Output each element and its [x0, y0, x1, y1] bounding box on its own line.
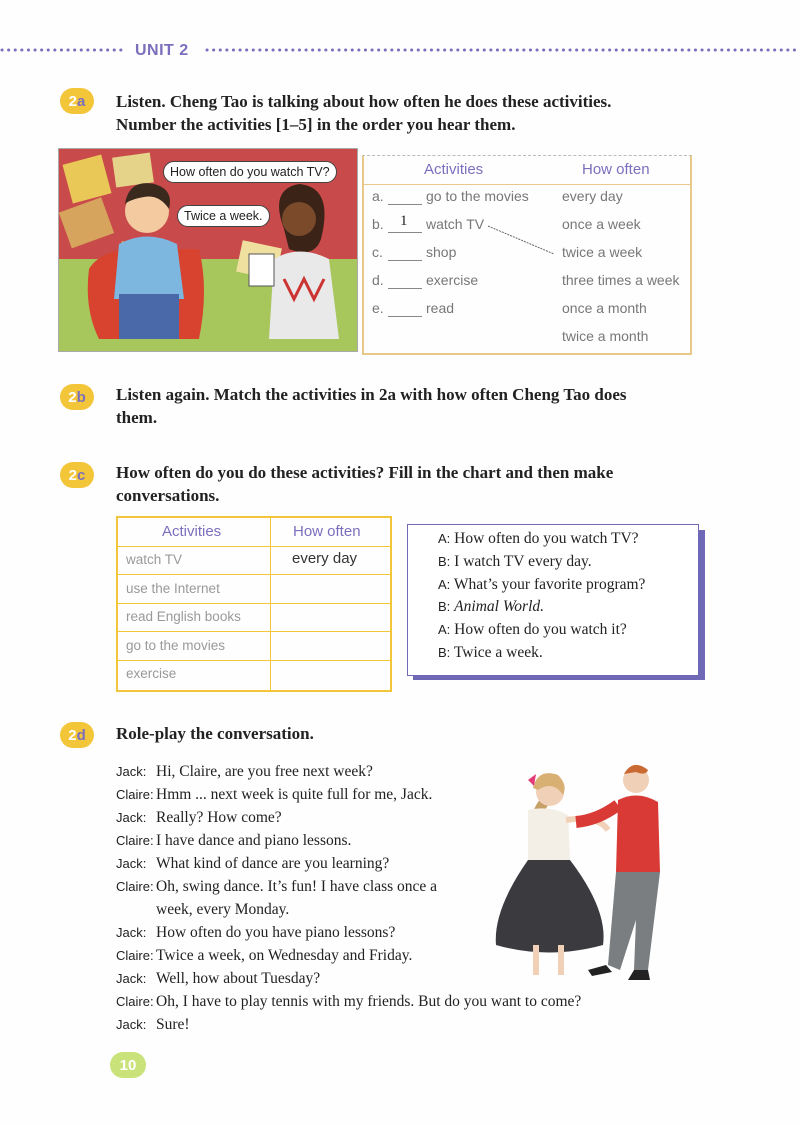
header-dotted-rule-right: [205, 45, 800, 55]
badge-2c: 2 c: [60, 462, 94, 488]
dialogue-line: [116, 829, 351, 852]
dialogue-speaker: Jack:: [116, 971, 147, 986]
conversation-speaker: B:: [438, 553, 451, 569]
badge-2d: 2 d: [60, 722, 94, 748]
dialogue-speaker: Claire:: [116, 948, 154, 963]
instruction-2b: [116, 383, 627, 429]
dialogue-speaker: Claire:: [116, 994, 154, 1009]
chart-2c-row: [118, 546, 390, 575]
conversation-line: [438, 530, 639, 548]
table-2a-frequency: three times a week: [562, 272, 680, 288]
conversation-text: I watch TV every day.: [454, 552, 592, 570]
conversation-line: [438, 598, 544, 616]
page-number: 10: [110, 1052, 146, 1078]
dialogue-text: Twice a week, on Wednesday and Friday.: [156, 947, 413, 964]
table-2a-activity: shop: [426, 244, 457, 260]
conversation-line: [438, 644, 543, 662]
dialogue-line: [116, 921, 395, 944]
activities-chart-2c: [116, 516, 392, 692]
instruction-2c: [116, 461, 613, 507]
dialogue-text: What kind of dance are you learning?: [156, 855, 390, 872]
conversation-line: [438, 621, 627, 639]
answer-blank[interactable]: [388, 260, 422, 261]
table-2a-frequency: once a month: [562, 300, 647, 316]
dialogue-speaker: Jack:: [116, 764, 147, 779]
answer-blank[interactable]: [388, 204, 422, 205]
table-2a-header-howoften: How often: [582, 161, 650, 178]
instruction-2b-line2: them.: [116, 408, 158, 427]
conversation-text: Animal World.: [454, 598, 545, 616]
chart-2c-header-howoften: How often: [293, 523, 361, 540]
header-dotted-rule-left: [0, 45, 128, 55]
table-2a-row-letter: c.: [372, 244, 383, 260]
conversation-speaker: A:: [438, 576, 451, 592]
table-2a-frequency: once a week: [562, 216, 641, 232]
table-2a-activity: watch TV: [426, 216, 485, 232]
dialogue-text: Oh, I have to play tennis with my friends. But do you want to come?: [156, 993, 582, 1010]
dialogue-line: [116, 967, 320, 990]
dialogue-speaker: Claire:: [116, 787, 154, 802]
chart-2c-header-row: [118, 518, 390, 547]
dialogue-speaker: Jack:: [116, 810, 147, 825]
dialogue-line: [116, 760, 373, 783]
chart-2c-header-activities: Activities: [162, 523, 222, 540]
chart-2c-activity: go to the movies: [126, 637, 226, 653]
dialogue-text: Really? How come?: [156, 809, 282, 826]
dialogue-speaker: Jack:: [116, 1017, 147, 1032]
photo-swing-dancers: [488, 760, 688, 990]
instruction-2d-title: Role-play the conversation.: [116, 724, 314, 743]
answer-number: 1: [400, 213, 408, 229]
table-2a-activity: go to the movies: [426, 188, 529, 204]
instruction-2a: [116, 90, 611, 136]
dialogue-text: Hi, Claire, are you free next week?: [156, 763, 373, 780]
chart-2c-row: [118, 632, 390, 661]
chart-2c-activity: read English books: [126, 609, 241, 624]
dialogue-line: [116, 875, 437, 898]
instruction-2a-line1: Listen. Cheng Tao is talking about how often he does these activities.: [116, 92, 612, 111]
conversation-line: [438, 576, 645, 594]
conversation-text: Twice a week.: [453, 644, 543, 661]
chart-2c-row: [118, 575, 390, 604]
table-2a-frequency: every day: [562, 188, 623, 204]
dialogue-line: [116, 852, 389, 875]
unit-title: UNIT 2: [135, 42, 189, 59]
illustration-cheng-tao-interview: [58, 148, 358, 352]
dialogue-speaker: Jack:: [116, 925, 147, 940]
dialogue-speaker: Jack:: [116, 856, 147, 871]
activities-table-2a: [362, 155, 692, 355]
dialogue-line: [116, 806, 282, 829]
instruction-2c-line1: How often do you do these activities? Fill in the chart and then make: [116, 463, 614, 482]
dialogue-line: [116, 944, 412, 967]
dialogue-speaker: Claire:: [116, 879, 154, 894]
table-2a-row-letter: a.: [372, 188, 384, 204]
speech-bubble-answer: Twice a week.: [177, 205, 270, 227]
speech-bubble-question: How often do you watch TV?: [163, 161, 337, 183]
table-2a-row-letter: e.: [372, 300, 384, 316]
table-2a-frequency: twice a month: [562, 328, 649, 344]
chart-2c-activity: exercise: [126, 666, 177, 681]
dialogue-text: Well, how about Tuesday?: [156, 970, 321, 987]
chart-2c-activity: use the Internet: [126, 580, 220, 596]
instruction-2b-line1: Listen again. Match the activities in 2a with how often Cheng Tao does: [116, 385, 627, 404]
table-2a-activity: read: [426, 300, 455, 316]
dialogue-text: Oh, swing dance. It’s fun! I have class once a: [156, 878, 438, 895]
table-2a-header-activities: Activities: [424, 161, 484, 178]
conversation-text: How often do you watch TV?: [454, 530, 639, 547]
chart-2c-frequency-cell[interactable]: every day: [292, 550, 358, 567]
table-2a-frequency: twice a week: [562, 244, 643, 260]
dialogue-line: [116, 783, 432, 806]
conversation-text: How often do you watch it?: [454, 621, 627, 639]
conversation-speaker: A:: [438, 531, 451, 546]
conversation-text: What’s your favorite program?: [453, 575, 646, 593]
dialogue-line: [116, 1013, 190, 1036]
table-2a-activity: exercise: [426, 272, 479, 288]
table-2a-row-letter: b.: [372, 216, 384, 232]
dialogue-text: week, every Monday.: [156, 901, 290, 918]
chart-2c-row: [118, 660, 390, 688]
conversation-line: [438, 553, 592, 571]
instruction-2a-line2: Number the activities [1–5] in the order you hear them.: [116, 115, 516, 134]
chart-2c-row: [118, 603, 390, 632]
badge-2b: 2 b: [60, 384, 94, 410]
dialogue-text: Sure!: [156, 1016, 190, 1033]
answer-blank[interactable]: [388, 232, 422, 233]
sample-conversation-box: [407, 524, 699, 676]
chart-2c-activity: watch TV: [126, 552, 183, 567]
conversation-speaker: B:: [438, 645, 451, 660]
dialogue-text: Hmm ... next week is quite full for me, Jack.: [156, 786, 433, 803]
dialogue-line: [116, 898, 289, 921]
conversation-speaker: A:: [438, 622, 451, 638]
dialogue-line: [116, 990, 581, 1013]
badge-2a: 2 a: [60, 88, 94, 114]
instruction-2c-line2: conversations.: [116, 486, 220, 505]
conversation-speaker: B:: [438, 599, 451, 615]
answer-blank[interactable]: [388, 288, 422, 289]
dialogue-text: How often do you have piano lessons?: [156, 924, 396, 941]
dialogue-text: I have dance and piano lessons.: [156, 832, 352, 849]
answer-blank[interactable]: [388, 316, 422, 317]
dialogue-speaker: Claire:: [116, 833, 154, 848]
table-2a-row-letter: d.: [372, 272, 384, 288]
